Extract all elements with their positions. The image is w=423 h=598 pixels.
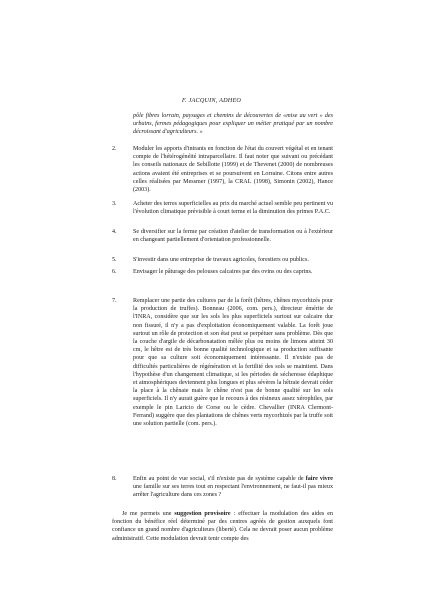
closing-before: Je me permets une xyxy=(122,511,175,517)
item-text-bold: faire vivre xyxy=(305,476,333,482)
item-number: 8. xyxy=(112,476,117,482)
item-number: 6. xyxy=(112,269,117,275)
item-text: Moduler les apports d'intrants en fonction de l'état du couvert végétal et en tenant compte de l'hétérogénéité intraparcellaire. Il faut noter que suivant ou précédant les conseils nationaux de Sebillotte (1999) et de Thevenet (2000) de nombreuses actions avaient été entreprises et se poursuivent en Lorraine. Citons entre autres celles réalisées par Messmer (1997), la CRAL (1998), Simonin (2002), Hance (2003). xyxy=(133,146,333,194)
item-text xyxy=(133,475,333,500)
running-header: F. JACQUIN, ADHEO xyxy=(181,97,242,104)
list-item-8 xyxy=(112,475,333,503)
item-text: Acheter des terres superficielles au prix du marché actuel semble peu pertinent vu l'évolution climatique prévisible à court terme et la diminution des primes P.A.C. xyxy=(133,201,333,216)
item-number: 4. xyxy=(112,229,117,235)
list-item-2 xyxy=(112,145,333,195)
item-number: 2. xyxy=(112,146,117,152)
item-text: Se diversifier sur la ferme par création d'atelier de transformation ou à l'extérieur en changeant partiellement d'orientation professionnelle. xyxy=(133,229,333,244)
intro-paragraph: pôle fibres lorrain, paysages et chemins de découvertes de «mise au vert » des urbains, fermes pédagogiques pour expliquer un métier pratiqué par un nombre décroissant d'agriculteurs. » xyxy=(133,113,333,136)
list-item-7 xyxy=(112,297,333,467)
item-text: Remplacer une partie des cultures par de la forêt (hêtres, chênes mycorhizés pour la production de truffes). Bonneau (2006, com. pers.), directeur émérite de l'INRA, considère que sur les sols les plus superficiels surtout sur calcaire dur non fissuré, il n'y a pas d'exploitation économiquement valable. La forêt joue surtout un rôle de protection et son état peut se perpétuer sans problème. Dès que la couche d'argile de décarbonatation mêlée plus ou moins de limons atteint 30 cm, le hêtre est de très bonne qualité technologique et sa production suffisante pour que sa culture soit économiquement intéressante. Il n'existe pas de difficultés particulières de régénération et la fertilité des sols se maintient. Dans l'hypothèse d'un changement climatique, si les périodes de sécheresse édaphique et atmosphériques deviennent plus longues et plus sévères la hêtraie devrait céder la place à la chênaie mais le chêne n'est pas de bonne qualité sur les sols superficiels. Il n'y aurait guère que le recours à des résineux assez xérophiles, par exemple le pin Laricio de Corse ou le cèdre. Chevallier (INRA Clermont-Ferrand) suggère que des plantations de chênes verts mycorhizés par la truffe soit une solution partielle (com. pers.). xyxy=(133,298,333,428)
item-number: 5. xyxy=(112,257,117,263)
item-text-before: Enfin au point de vue social, s'il n'existe pas de système capable de xyxy=(133,476,306,482)
list-item-5 xyxy=(112,256,333,268)
closing-paragraph xyxy=(112,510,333,543)
item-number: 7. xyxy=(112,298,117,304)
closing-bold: suggestion provisoire xyxy=(174,511,231,517)
list-item-3 xyxy=(112,200,333,228)
item-text: S'investir dans une entreprise de travaux agricoles, forestiers ou publics. xyxy=(133,257,309,263)
list-item-4 xyxy=(112,228,333,248)
closing-after: : effectuer la modulation des aides en fonction du bénéfice réel déterminé par des centres agréés de gestion auxquels font confiance un grand nombre d'agriculteurs (liberté). Cela ne devrait poser aucun problème administratif. Cette modulation devrait tenir compte des xyxy=(112,511,333,542)
item-text-after: une famille sur ses terres tout en respectant l'environnement, ne faut-il pas mieux arrêter l'agriculture dans ces zones ? xyxy=(133,484,333,499)
item-number: 3. xyxy=(112,201,117,207)
item-text: Envisager le pâturage des pelouses calcaires par des ovins ou des caprins. xyxy=(133,269,313,275)
list-item-6 xyxy=(112,268,333,288)
